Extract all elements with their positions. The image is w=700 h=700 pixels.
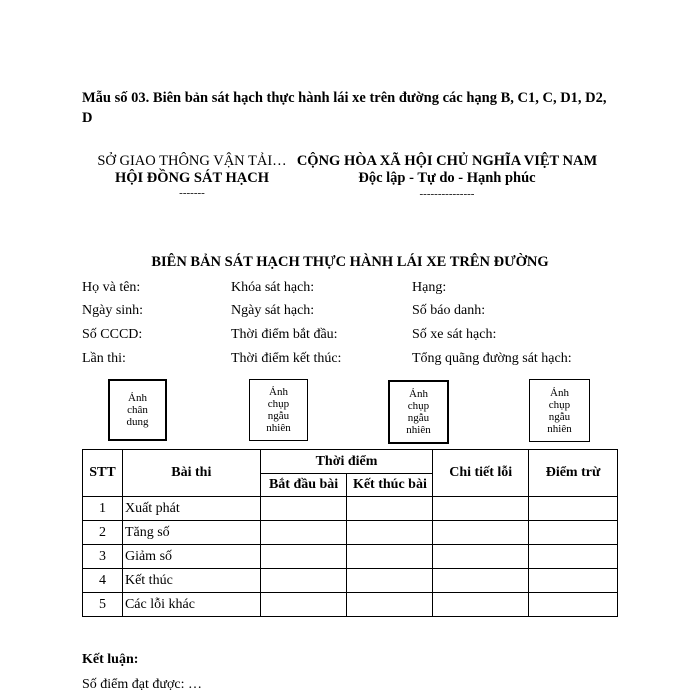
row-errors-cell[interactable]	[433, 593, 529, 617]
row-end-cell[interactable]	[347, 569, 433, 593]
portrait-photo-box	[108, 379, 167, 441]
row-number: 2	[83, 521, 123, 545]
time-header: Thời điểm	[260, 450, 433, 474]
form-title: Mẫu số 03. Biên bản sát hạch thực hành lái xe trên đường các hạng B, C1, C, D1, D2, D	[82, 90, 607, 126]
row-test-name: Kết thúc	[122, 569, 260, 593]
row-test-name: Xuất phát	[122, 497, 260, 521]
test-header: Bài thi	[122, 450, 260, 497]
republic-divider: ---------------	[419, 188, 475, 200]
row-errors-cell[interactable]	[433, 497, 529, 521]
start-time-label: Thời điểm bắt đầu:	[231, 327, 338, 342]
row-errors-cell[interactable]	[433, 569, 529, 593]
republic-name: CỘNG HÒA XÃ HỘI CHỦ NGHĨA VIỆT NAM	[296, 153, 598, 169]
republic-header	[282, 153, 612, 201]
row-number: 4	[83, 569, 123, 593]
row-end-cell[interactable]	[347, 497, 433, 521]
document-title: BIÊN BẢN SÁT HẠCH THỰC HÀNH LÁI XE TRÊN ĐƯỜNG	[151, 254, 549, 270]
row-errors-cell[interactable]	[433, 521, 529, 545]
exam-table	[82, 449, 618, 617]
random-photo-box-1	[249, 379, 308, 441]
council-name: HỘI ĐỒNG SÁT HẠCH	[114, 170, 270, 186]
class-label: Hạng:	[412, 280, 447, 295]
table-row	[83, 545, 618, 569]
stt-header: STT	[83, 450, 123, 497]
row-deduct-cell[interactable]	[529, 593, 618, 617]
random-photo-label-1: Ảnh chụp ngẫu nhiên	[266, 386, 291, 434]
row-number: 1	[83, 497, 123, 521]
row-start-cell[interactable]	[260, 569, 347, 593]
exam-date-label: Ngày sát hạch:	[231, 303, 315, 318]
random-photo-box-2	[388, 380, 449, 444]
row-start-cell[interactable]	[260, 593, 347, 617]
row-number: 5	[83, 593, 123, 617]
total-distance-label: Tổng quãng đường sát hạch:	[412, 351, 572, 366]
row-end-cell[interactable]	[347, 545, 433, 569]
full-name-label: Họ và tên:	[82, 280, 141, 295]
agency-name: SỞ GIAO THÔNG VẬN TẢI…	[97, 153, 287, 169]
table-row	[83, 497, 618, 521]
start-header: Bắt đầu bài	[260, 474, 347, 497]
deduct-header: Điểm trừ	[529, 450, 618, 497]
table-row	[83, 593, 618, 617]
row-test-name: Các lỗi khác	[122, 593, 260, 617]
portrait-photo-label: Ảnh chân dung	[126, 392, 149, 428]
random-photo-label-2: Ảnh chụp ngẫu nhiên	[406, 388, 431, 436]
table-row	[83, 569, 618, 593]
table-row	[83, 521, 618, 545]
row-number: 3	[83, 545, 123, 569]
row-errors-cell[interactable]	[433, 545, 529, 569]
dob-label: Ngày sinh:	[82, 303, 144, 318]
row-start-cell[interactable]	[260, 497, 347, 521]
random-photo-box-3	[529, 379, 590, 442]
row-deduct-cell[interactable]	[529, 497, 618, 521]
agency-header	[82, 153, 302, 199]
republic-motto: Độc lập - Tự do - Hạnh phúc	[358, 170, 536, 186]
table-header-row	[83, 450, 618, 474]
row-test-name: Giảm số	[122, 545, 260, 569]
errors-header: Chi tiết lỗi	[433, 450, 529, 497]
score-line: Số điểm đạt được: …	[82, 677, 202, 692]
random-photo-label-3: Ảnh chụp ngẫu nhiên	[547, 386, 572, 435]
row-deduct-cell[interactable]	[529, 545, 618, 569]
citizen-id-label: Số CCCD:	[82, 327, 143, 342]
candidate-no-label: Số báo danh:	[412, 303, 486, 318]
row-deduct-cell[interactable]	[529, 521, 618, 545]
row-test-name: Tăng số	[122, 521, 260, 545]
agency-divider: -------	[179, 187, 205, 199]
attempt-label: Lần thi:	[82, 351, 126, 366]
conclusion-label: Kết luận:	[82, 652, 139, 667]
row-end-cell[interactable]	[347, 593, 433, 617]
row-end-cell[interactable]	[347, 521, 433, 545]
row-start-cell[interactable]	[260, 545, 347, 569]
row-deduct-cell[interactable]	[529, 569, 618, 593]
course-label: Khóa sát hạch:	[231, 280, 315, 295]
end-time-label: Thời điểm kết thúc:	[231, 351, 342, 366]
end-header: Kết thúc bài	[347, 474, 433, 497]
vehicle-no-label: Số xe sát hạch:	[412, 327, 497, 342]
row-start-cell[interactable]	[260, 521, 347, 545]
